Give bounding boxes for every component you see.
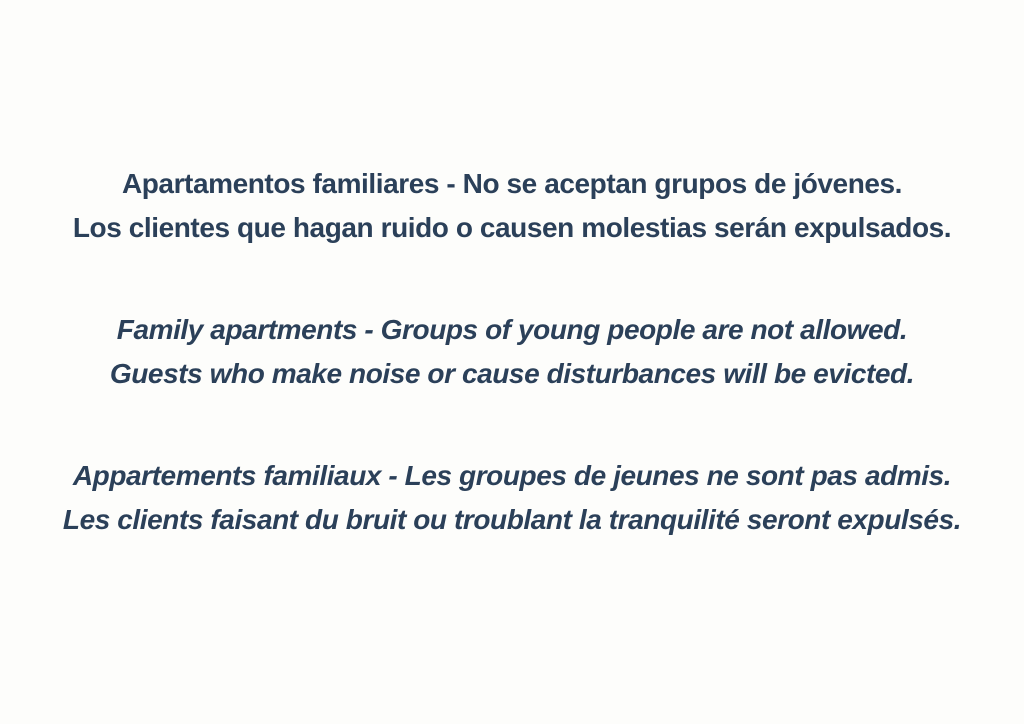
notice-block-spanish xyxy=(73,162,951,250)
notice-spanish-line-2: Los clientes que hagan ruido o causen molestias serán expulsados. xyxy=(72,212,952,243)
notice-french-line-2: Les clients faisant du bruit ou troublant la tranquilité seront expulsés. xyxy=(62,504,962,535)
notice-block-french xyxy=(63,454,961,542)
notice-french-line-1: Appartements familiaux - Les groupes de jeunes ne sont pas admis. xyxy=(72,460,952,491)
notice-spanish-line-1: Apartamentos familiares - No se aceptan grupos de jóvenes. xyxy=(121,168,903,199)
notice-block-english xyxy=(110,308,914,396)
notice-english-line-2: Guests who make noise or cause disturbances will be evicted. xyxy=(109,358,915,389)
notice-english-line-1: Family apartments - Groups of young people are not allowed. xyxy=(116,314,908,345)
